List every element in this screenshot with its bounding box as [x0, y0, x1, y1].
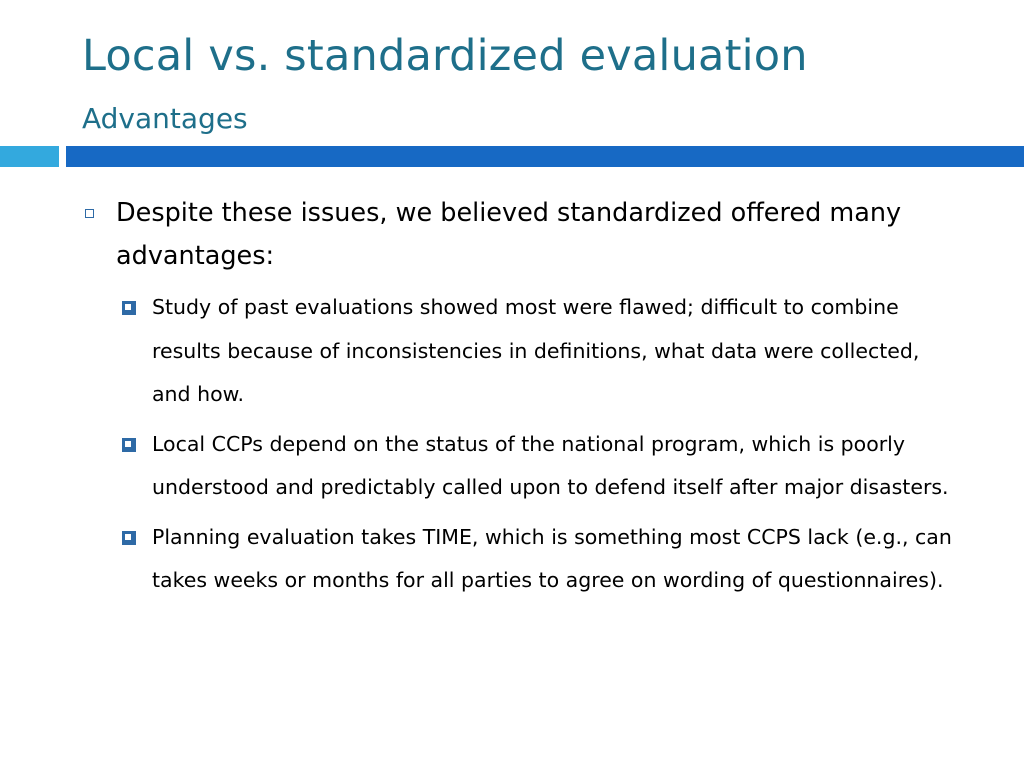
main-bullet-text: Despite these issues, we believed standardized offered many advantages: [116, 198, 902, 271]
sub-bullet [122, 423, 952, 510]
slide-title: Local vs. standardized evaluation [82, 31, 808, 81]
sub-bullet [122, 516, 952, 603]
title-divider-bar [66, 146, 1024, 167]
sub-bullet-text: Local CCPs depend on the status of the national program, which is poorly understood and predictably called upon to defend itself after major disasters. [152, 431, 949, 499]
sub-bullet-text: Planning evaluation takes TIME, which is something most CCPS lack (e.g., can takes weeks or months for all parties to agree on wording of questionnaires). [152, 524, 952, 592]
filled-square-bullet-icon [122, 301, 136, 315]
slide-body [80, 192, 980, 609]
title-divider-accent [0, 146, 59, 167]
slide-subtitle: Advantages [82, 102, 248, 135]
hollow-square-bullet-icon [85, 209, 94, 218]
main-bullet [80, 192, 980, 278]
sub-bullet [122, 286, 952, 417]
filled-square-bullet-icon [122, 531, 136, 545]
sub-bullet-text: Study of past evaluations showed most were flawed; difficult to combine results because of inconsistencies in definitions, what data were collected, and how. [152, 295, 920, 406]
filled-square-bullet-icon [122, 438, 136, 452]
